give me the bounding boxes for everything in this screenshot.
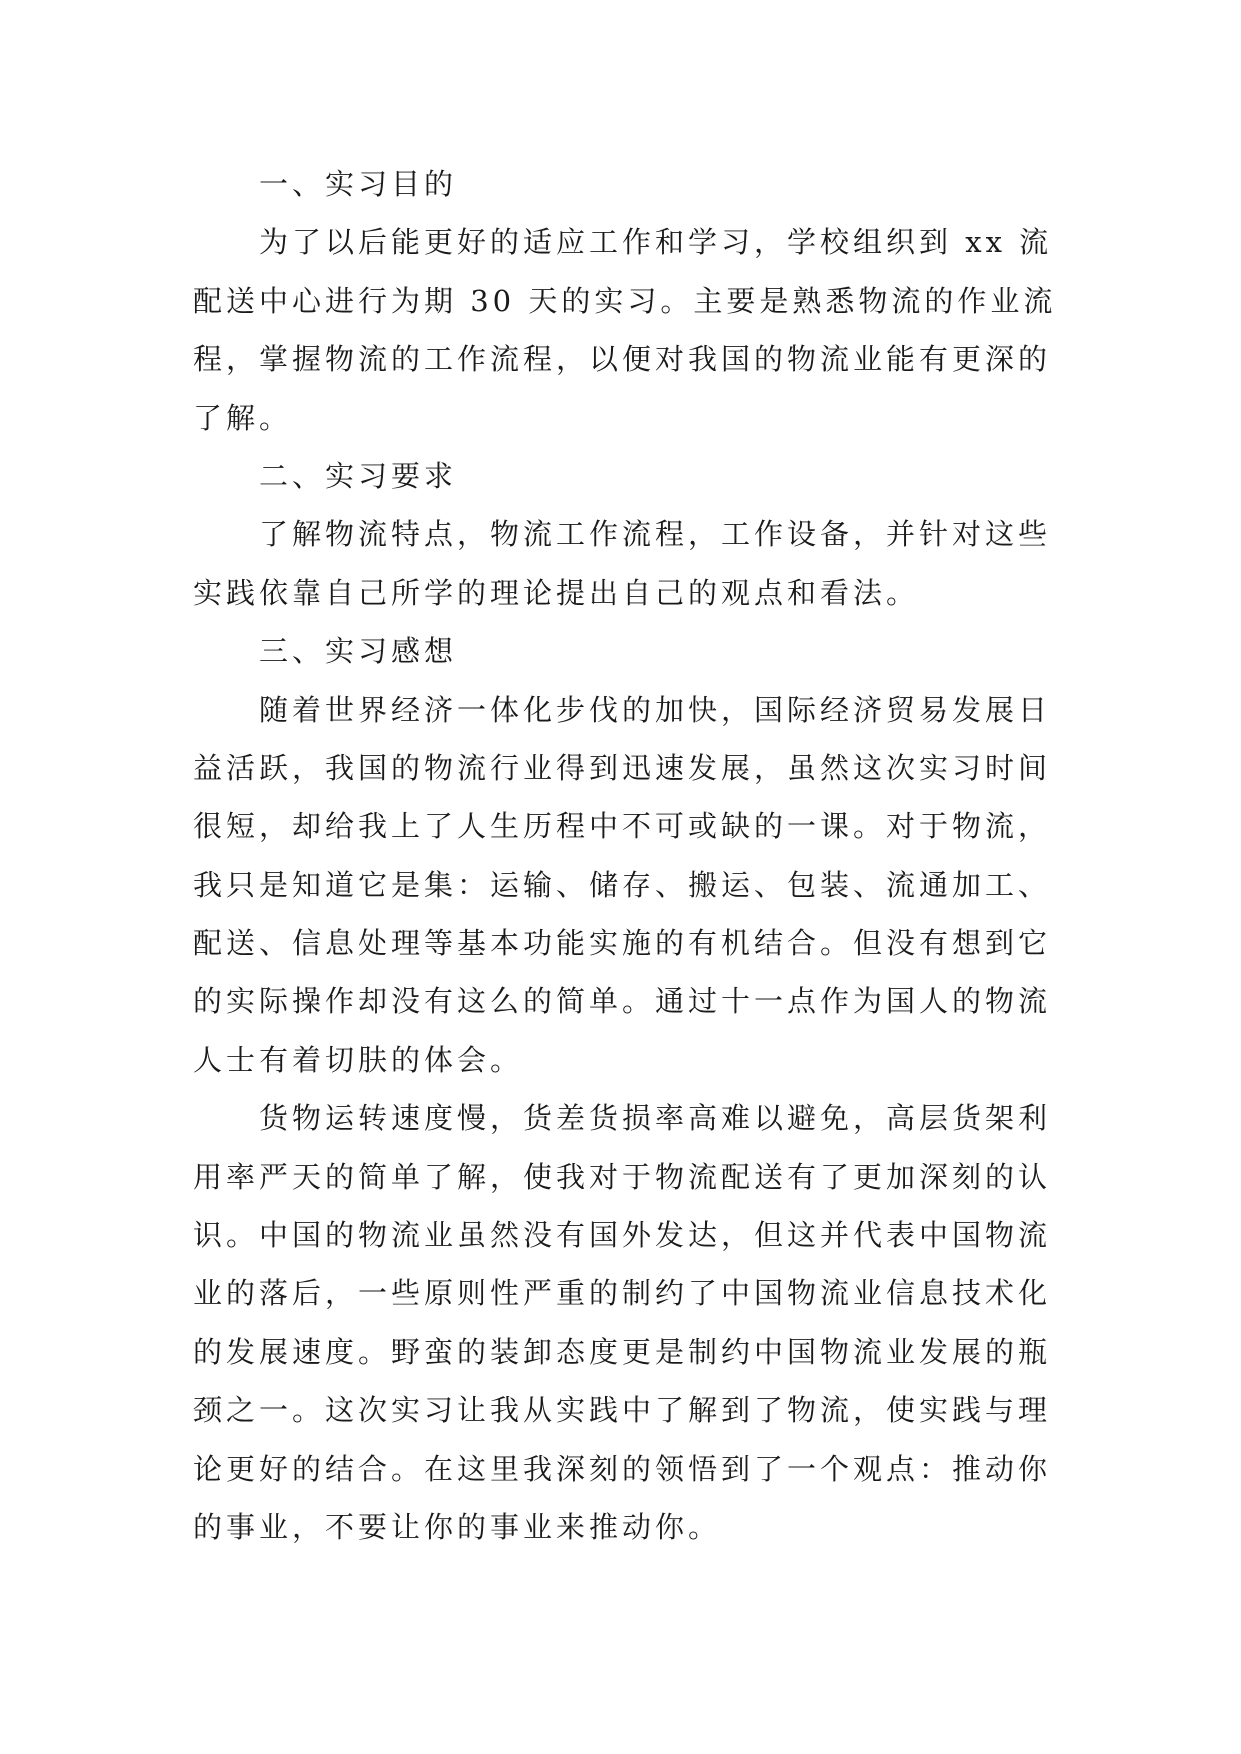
paragraph-line: 的发展速度。野蛮的装卸态度更是制约中国物流业发展的瓶: [193, 1334, 1052, 1369]
paragraph-line: 实践依靠自己所学的理论提出自己的观点和看法。: [193, 575, 920, 610]
section-heading-purpose: 一、实习目的: [259, 167, 458, 201]
paragraph-line: 的实际操作却没有这么的简单。通过十一点作为国人的物流: [193, 984, 1052, 1019]
section-heading-reflections: 三、实习感想: [259, 634, 458, 669]
paragraph-reflections-2: [193, 1089, 1068, 1556]
paragraph-line: 为了以后能更好的适应工作和学习，学校组织到 xx 流: [259, 225, 1053, 260]
paragraph-purpose: [193, 213, 1068, 447]
paragraph-line: 识。中国的物流业虽然没有国外发达，但这并代表中国物流: [193, 1218, 1052, 1253]
paragraph-line: 了解。: [193, 400, 293, 435]
paragraph-line: 益活跃，我国的物流行业得到迅速发展，虽然这次实习时间: [193, 750, 1052, 785]
paragraph-reflections-1: [193, 681, 1068, 1090]
paragraph-line: 货物运转速度慢，货差货损率高难以避免，高层货架利: [259, 1101, 1052, 1136]
paragraph-line: 的事业，不要让你的事业来推动你。: [193, 1509, 722, 1544]
paragraph-line: 随着世界经济一体化步伐的加快，国际经济贸易发展日: [259, 692, 1052, 727]
paragraph-line: 颈之一。这次实习让我从实践中了解到了物流，使实践与理: [193, 1393, 1052, 1428]
paragraph-line: 我只是知道它是集：运输、储存、搬运、包装、流通加工、: [193, 867, 1052, 902]
paragraph-requirements: [193, 505, 1068, 622]
paragraph-line: 程，掌握物流的工作流程，以便对我国的物流业能有更深的: [193, 342, 1052, 377]
paragraph-line: 业的落后，一些原则性严重的制约了中国物流业信息技术化: [193, 1276, 1052, 1311]
paragraph-line: 了解物流特点，物流工作流程，工作设备，并针对这些: [259, 517, 1052, 552]
paragraph-line: 配送、信息处理等基本功能实施的有机结合。但没有想到它: [193, 926, 1052, 961]
paragraph-line: 配送中心进行为期 30 天的实习。主要是熟悉物流的作业流: [193, 283, 1057, 318]
paragraph-line: 人士有着切肤的体会。: [193, 1042, 524, 1077]
document-body: [193, 155, 1068, 1556]
section-heading-requirements: 二、实习要求: [259, 458, 458, 493]
paragraph-line: 用率严天的简单了解，使我对于物流配送有了更加深刻的认: [193, 1159, 1052, 1194]
paragraph-line: 很短，却给我上了人生历程中不可或缺的一课。对于物流，: [193, 809, 1052, 844]
paragraph-line: 论更好的结合。在这里我深刻的领悟到了一个观点：推动你: [193, 1451, 1052, 1486]
